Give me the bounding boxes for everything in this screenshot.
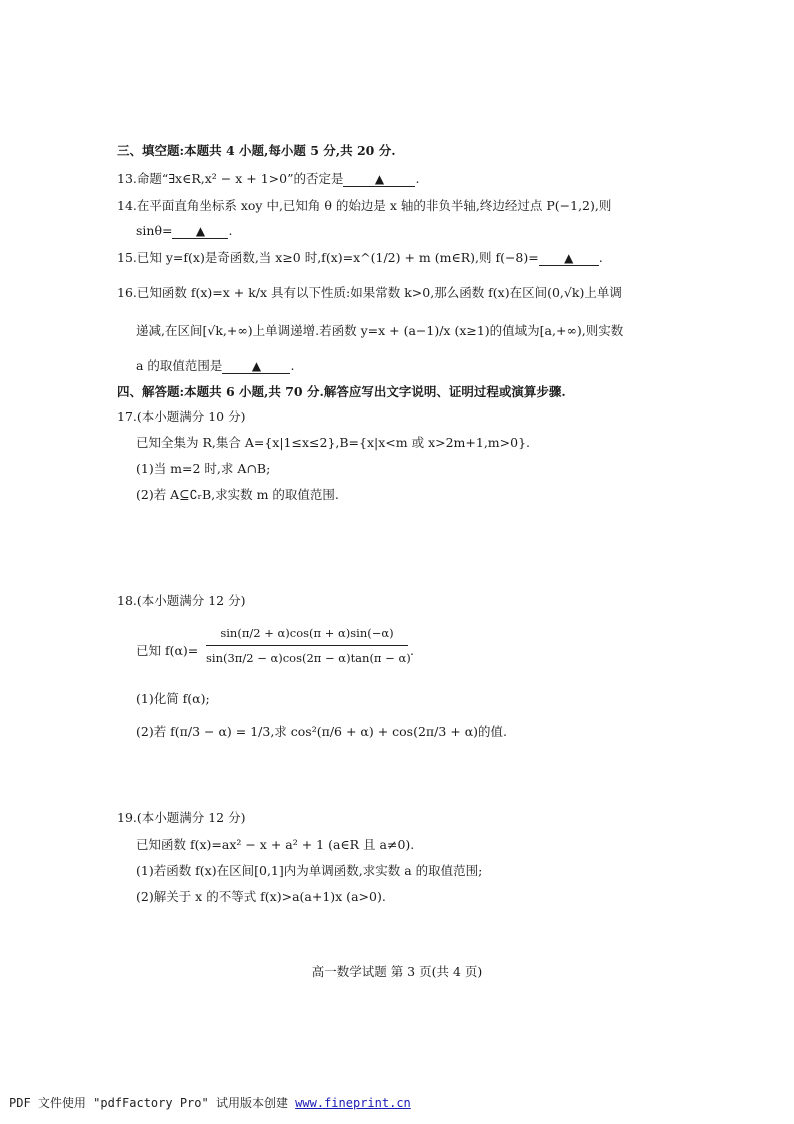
section3-heading: 三、填空题:本题共 4 小题,每小题 5 分,共 20 分. bbox=[117, 143, 396, 158]
q17-title: 17.(本小题满分 10 分) bbox=[117, 409, 246, 424]
pdf-creator-note bbox=[9, 1094, 411, 1111]
q16-line3 bbox=[136, 357, 294, 375]
q17-given: 已知全集为 R,集合 A={x|1≤x≤2},B={x|x<m 或 x>2m+1,m>0}. bbox=[136, 435, 531, 450]
q18-denominator: sin(3π/2 − α)cos(2π − α)tan(π − α) bbox=[206, 651, 411, 665]
q15-end: . bbox=[598, 250, 603, 265]
q15-text: 15.已知 y=f(x)是奇函数,当 x≥0 时,f(x)=x^(1/2) + m (m∈R),则 f(−8)= bbox=[117, 250, 539, 265]
q18-title: 18.(本小题满分 12 分) bbox=[117, 593, 246, 608]
q14-line1: 14.在平面直角坐标系 xoy 中,已知角 θ 的始边是 x 轴的非负半轴,终边经过点 P(−1,2),则 bbox=[117, 198, 612, 213]
q14-sin-theta: sinθ= bbox=[136, 223, 173, 238]
q19-part2: (2)解关于 x 的不等式 f(x)>a(a+1)x (a>0). bbox=[136, 889, 386, 904]
q14-end: . bbox=[228, 223, 233, 238]
pdf-note-text: PDF 文件使用 "pdfFactory Pro" 试用版本创建 bbox=[9, 1096, 296, 1110]
q19-title: 19.(本小题满分 12 分) bbox=[117, 810, 246, 825]
q17-part2: (2)若 A⊆∁ᵣB,求实数 m 的取值范围. bbox=[136, 487, 339, 502]
question-13 bbox=[117, 170, 419, 188]
q19-given: 已知函数 f(x)=ax² − x + a² + 1 (a∈R 且 a≠0). bbox=[136, 837, 415, 852]
q16-answer-blank: ▲ bbox=[222, 359, 290, 374]
question-15 bbox=[117, 249, 603, 267]
q19-part1: (1)若函数 f(x)在区间[0,1]内为单调函数,求实数 a 的取值范围; bbox=[136, 863, 483, 878]
q13-answer-blank: ▲ bbox=[343, 172, 415, 187]
q16-end: . bbox=[290, 358, 295, 373]
q16-line3-text: a 的取值范围是 bbox=[136, 358, 223, 373]
page-footer: 高一数学试题 第 3 页(共 4 页) bbox=[311, 964, 483, 979]
q18-end: . bbox=[410, 643, 414, 658]
section4-heading: 四、解答题:本题共 6 小题,共 70 分.解答应写出文字说明、证明过程或演算步骤. bbox=[117, 384, 566, 399]
q14-answer-blank: ▲ bbox=[172, 224, 228, 239]
q15-answer-blank: ▲ bbox=[539, 251, 599, 266]
q13-end: . bbox=[415, 171, 420, 186]
q17-part1: (1)当 m=2 时,求 A∩B; bbox=[136, 461, 271, 476]
q18-given-label: 已知 f(α)= bbox=[136, 643, 199, 658]
q18-part1: (1)化简 f(α); bbox=[136, 691, 210, 706]
fineprint-link[interactable]: www.fineprint.cn bbox=[295, 1096, 411, 1110]
q16-line1: 16.已知函数 f(x)=x + k/x 具有以下性质:如果常数 k>0,那么函数 f(x)在区间(0,√k)上单调 bbox=[117, 285, 622, 300]
q18-fraction-bar bbox=[206, 645, 408, 646]
q18-part2: (2)若 f(π/3 − α) = 1/3,求 cos²(π/6 + α) + cos(2π/3 + α)的值. bbox=[136, 724, 508, 739]
q14-line2 bbox=[136, 222, 232, 240]
q18-numerator: sin(π/2 + α)cos(π + α)sin(−α) bbox=[220, 626, 394, 640]
q13-text: 13.命题“∃x∈R,x² − x + 1>0”的否定是 bbox=[117, 171, 344, 186]
q16-line2: 递减,在区间[√k,+∞)上单调递增.若函数 y=x + (a−1)/x (x≥1)的值域为[a,+∞),则实数 bbox=[136, 323, 624, 338]
